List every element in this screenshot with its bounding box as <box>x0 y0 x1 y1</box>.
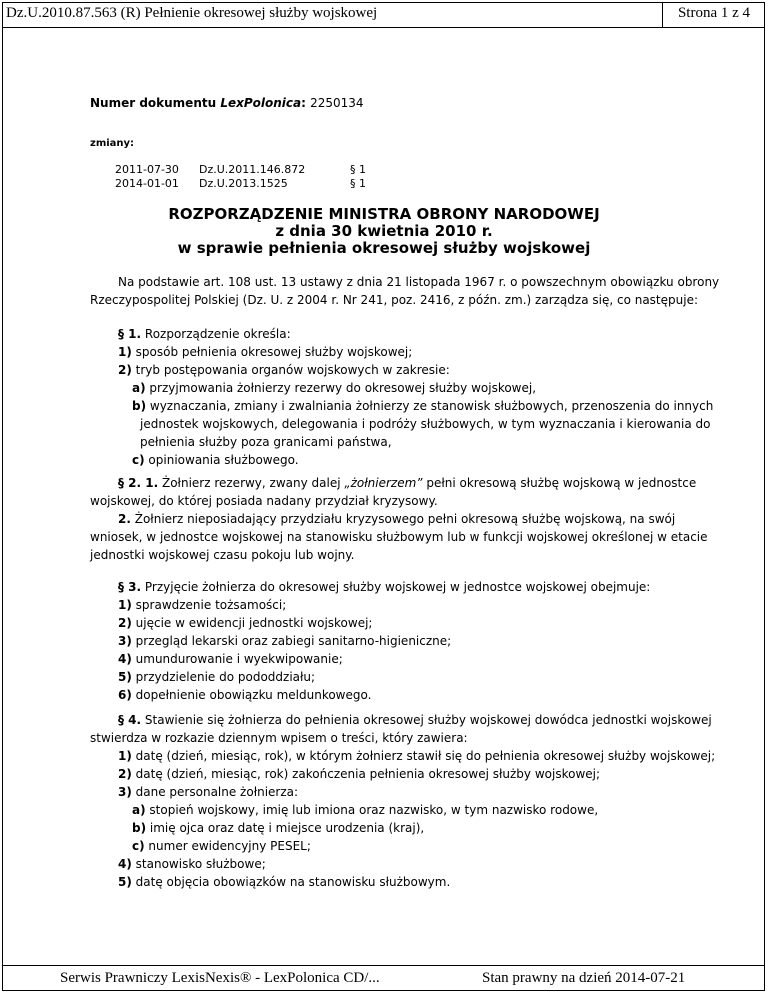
header-page-number: Strona 1 z 4 <box>662 2 765 27</box>
section-2: § 2. 1. Żołnierz rezerwy, zwany dalej „żołnierzem” pełni okresową służbę wojskową w jednostce wojskowej, do której posiada nadany przydział kryzysowy. 2. Żołnierz nieposiadający przydziału kryzysowego pełni okresową służbę wojskową, na swój wniosek, w jednostce wojskowej na stanowisku służbowym lub w funkcji wojskowej określonej w etacie jednostki wojskowej czasu pokoju lub wojny. <box>90 476 708 562</box>
list-item: 1) sposób pełnienia okresowej służby wojskowej; <box>118 345 413 359</box>
list-item: 1) sprawdzenie tożsamości; <box>118 598 287 612</box>
list-item: 2) tryb postępowania organów wojskowych w zakresie: <box>118 363 450 377</box>
list-item: 2) ujęcie w ewidencji jednostki wojskowej; <box>118 616 373 630</box>
change-source: Dz.U.2011.146.872 <box>199 163 306 176</box>
footer-legal-state: Stan prawny na dzień 2014-07-21 <box>482 970 686 986</box>
section-1 <box>90 325 714 469</box>
sub-item-continuation: pełnienia służby poza granicami państwa, <box>140 435 392 449</box>
sub-item: c) numer ewidencyjny PESEL; <box>132 839 311 853</box>
heading-line: ROZPORZĄDZENIE MINISTRA OBRONY NARODOWEJ <box>168 205 600 223</box>
section-1-number: § 1. <box>118 327 142 341</box>
change-paragraph: § 1 <box>350 163 366 176</box>
list-item: 3) przegląd lekarski oraz zabiegi sanitarno-higieniczne; <box>118 634 452 648</box>
change-date: 2011-07-30 <box>115 163 179 176</box>
footer-source: Serwis Prawniczy LexisNexis® - LexPolonica CD/... <box>60 970 380 986</box>
sub-item: a) stopień wojskowy, imię lub imiona oraz nazwisko, w tym nazwisko rodowe, <box>132 803 599 817</box>
section-1-text: Rozporządzenie określa: <box>141 327 291 341</box>
document-number <box>90 96 364 110</box>
changes-table <box>115 163 415 191</box>
sub-item: c) opiniowania służbowego. <box>132 453 299 467</box>
changes-row <box>115 163 415 177</box>
section-3-number: § 3. <box>118 580 142 594</box>
intro-line: Na podstawie art. 108 ust. 13 ustawy z dnia 21 listopada 1967 r. o powszechnym obowiązku obrony <box>118 275 720 289</box>
list-item: 1) datę (dzień, miesiąc, rok), w którym żołnierz stawił się do pełnienia okresowej służby wojskowej; <box>118 749 716 763</box>
heading-subject: w sprawie pełnienia okresowej służby wojskowej <box>177 239 591 257</box>
change-source: Dz.U.2013.1525 <box>199 177 288 190</box>
change-date: 2014-01-01 <box>115 177 179 190</box>
document-number-label: Numer dokumentu <box>90 96 221 110</box>
sub-item: a) przyjmowania żołnierzy rezerwy do okresowej służby wojskowej, <box>132 381 537 395</box>
list-item: 5) przydzielenie do pododdziału; <box>118 670 316 684</box>
list-item: 6) dopełnienie obowiązku meldunkowego. <box>118 688 372 702</box>
regulation-heading <box>90 206 678 257</box>
list-item: 5) datę objęcia obowiązków na stanowisku służbowym. <box>118 875 451 889</box>
page-footer <box>2 965 765 991</box>
heading-date: z dnia 30 kwietnia 2010 r. <box>275 222 493 240</box>
list-item: 4) stanowisko służbowe; <box>118 857 266 871</box>
sub-item: b) imię ojca oraz datę i miejsce urodzenia (kraj), <box>132 821 425 835</box>
list-item: 3) dane personalne żołnierza: <box>118 785 299 799</box>
sub-item-continuation: jednostek wojskowych, delegowania i podróży służbowych, w tym wyznaczania i kierowania do <box>140 417 711 431</box>
change-paragraph: § 1 <box>350 177 366 190</box>
changes-row <box>115 177 415 191</box>
section-3: § 3. Przyjęcie żołnierza do okresowej służby wojskowej w jednostce wojskowej obejmuje: 1) sprawdzenie tożsamości; 2) ujęcie w ewidencji jednostki wojskowej; 3) przegląd lekarski oraz zabiegi sanitarno-higieniczne; 4) umundurowanie i wyekwipowanie; 5) przydzielenie do pododdziału; 6) dopełnienie obowiązku meldunkowego. <box>90 578 690 704</box>
section-2-number: § 2. 1. <box>118 476 159 490</box>
document-number-brand: LexPolonica <box>220 96 302 110</box>
section-4: § 4. Stawienie się żołnierza do pełnienia okresowej służby wojskowej dowódca jednostki wojskowej stwierdza w rozkazie dziennym wpisem o treści, który zawiera: 1) datę (dzień, miesiąc, rok), w którym żołnierz stawił się do pełnienia okresowej służby wojskowej; 2) datę (dzień, miesiąc, rok) zakończenia pełnienia okresowej służby wojskowej; 3) dane personalne żołnierza: a) stopień wojskowy, imię lub imiona oraz nazwisko, w tym nazwisko rodowe, b) imię ojca oraz datę i miejsce urodzenia (kraj), c) numer ewidencyjny PESEL; 4) stanowisko służbowe; 5) datę objęcia obowiązków na stanowisku służbowym. <box>90 713 716 889</box>
sub-item: b) wyznaczania, zmiany i zwalniania żołnierzy ze stanowisk służbowych, przenoszenia do innych <box>132 399 714 413</box>
document-number-colon: : <box>301 96 311 110</box>
changes-label: zmiany: <box>90 138 135 149</box>
section-4-number: § 4. <box>118 713 142 727</box>
defined-term: „żołnierzem” <box>344 476 423 490</box>
list-item: 2) datę (dzień, miesiąc, rok) zakończenia pełnienia okresowej służby wojskowej; <box>118 767 601 781</box>
list-item: 4) umundurowanie i wyekwipowanie; <box>118 652 343 666</box>
header-title: Dz.U.2010.87.563 (R) Pełnienie okresowej służby wojskowej <box>6 5 378 21</box>
intro-paragraph <box>90 273 720 309</box>
intro-line: Rzeczypospolitej Polskiej (Dz. U. z 2004 r. Nr 241, poz. 2416, z późn. zm.) zarządza się, co następuje: <box>90 293 699 307</box>
page-header <box>2 2 765 28</box>
document-number-value: 2250134 <box>310 96 364 110</box>
